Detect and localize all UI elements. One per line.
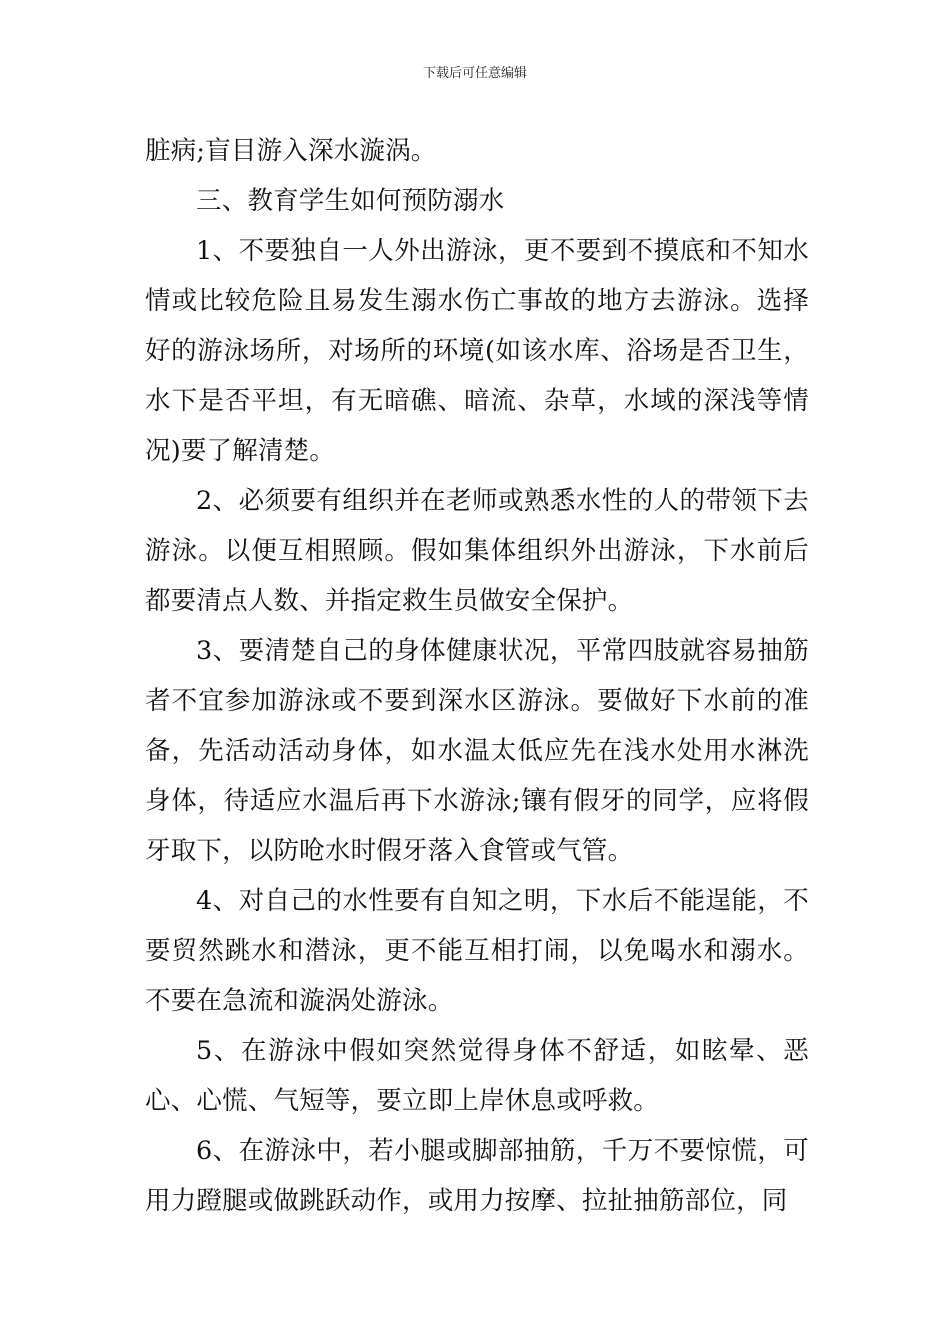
section-heading: 三、教育学生如何预防溺水 <box>196 186 505 216</box>
paragraph-item-6: 6、在游泳中，若小腿或脚部抽筋，千万不要惊慌，可用力蹬腿或做跳跃动作，或用力按摩、拉扯抽筋部位，同 <box>145 1136 809 1216</box>
page-header: 下载后可任意编辑 <box>422 66 527 81</box>
paragraph-item-5: 5、在游泳中假如突然觉得身体不舒适，如眩晕、恶心、心慌、气短等，要立即上岸休息或呼救。 <box>145 1036 809 1116</box>
paragraph-continuation: 脏病;盲目游入深水漩涡。 <box>145 136 437 166</box>
document-body <box>145 126 809 1226</box>
paragraph-item-2: 2、必须要有组织并在老师或熟悉水性的人的带领下去游泳。以便互相照顾。假如集体组织外出游泳，下水前后都要清点人数、并指定救生员做安全保护。 <box>145 486 809 616</box>
paragraph-item-4: 4、对自己的水性要有自知之明，下水后不能逞能，不要贸然跳水和潜泳，更不能互相打闹，以免喝水和溺水。不要在急流和漩涡处游泳。 <box>145 886 809 1016</box>
paragraph-item-1: 1、不要独自一人外出游泳，更不要到不摸底和不知水情或比较危险且易发生溺水伤亡事故的地方去游泳。选择好的游泳场所，对场所的环境(如该水库、浴场是否卫生，水下是否平坦，有无暗礁、暗流、杂草，水域的深浅等情况)要了解清楚。 <box>145 236 809 466</box>
paragraph-item-3: 3、要清楚自己的身体健康状况，平常四肢就容易抽筋者不宜参加游泳或不要到深水区游泳。要做好下水前的准备，先活动活动身体，如水温太低应先在浅水处用水淋洗身体，待适应水温后再下水游泳;镶有假牙的同学，应将假牙取下，以防呛水时假牙落入食管或气管。 <box>145 636 809 866</box>
